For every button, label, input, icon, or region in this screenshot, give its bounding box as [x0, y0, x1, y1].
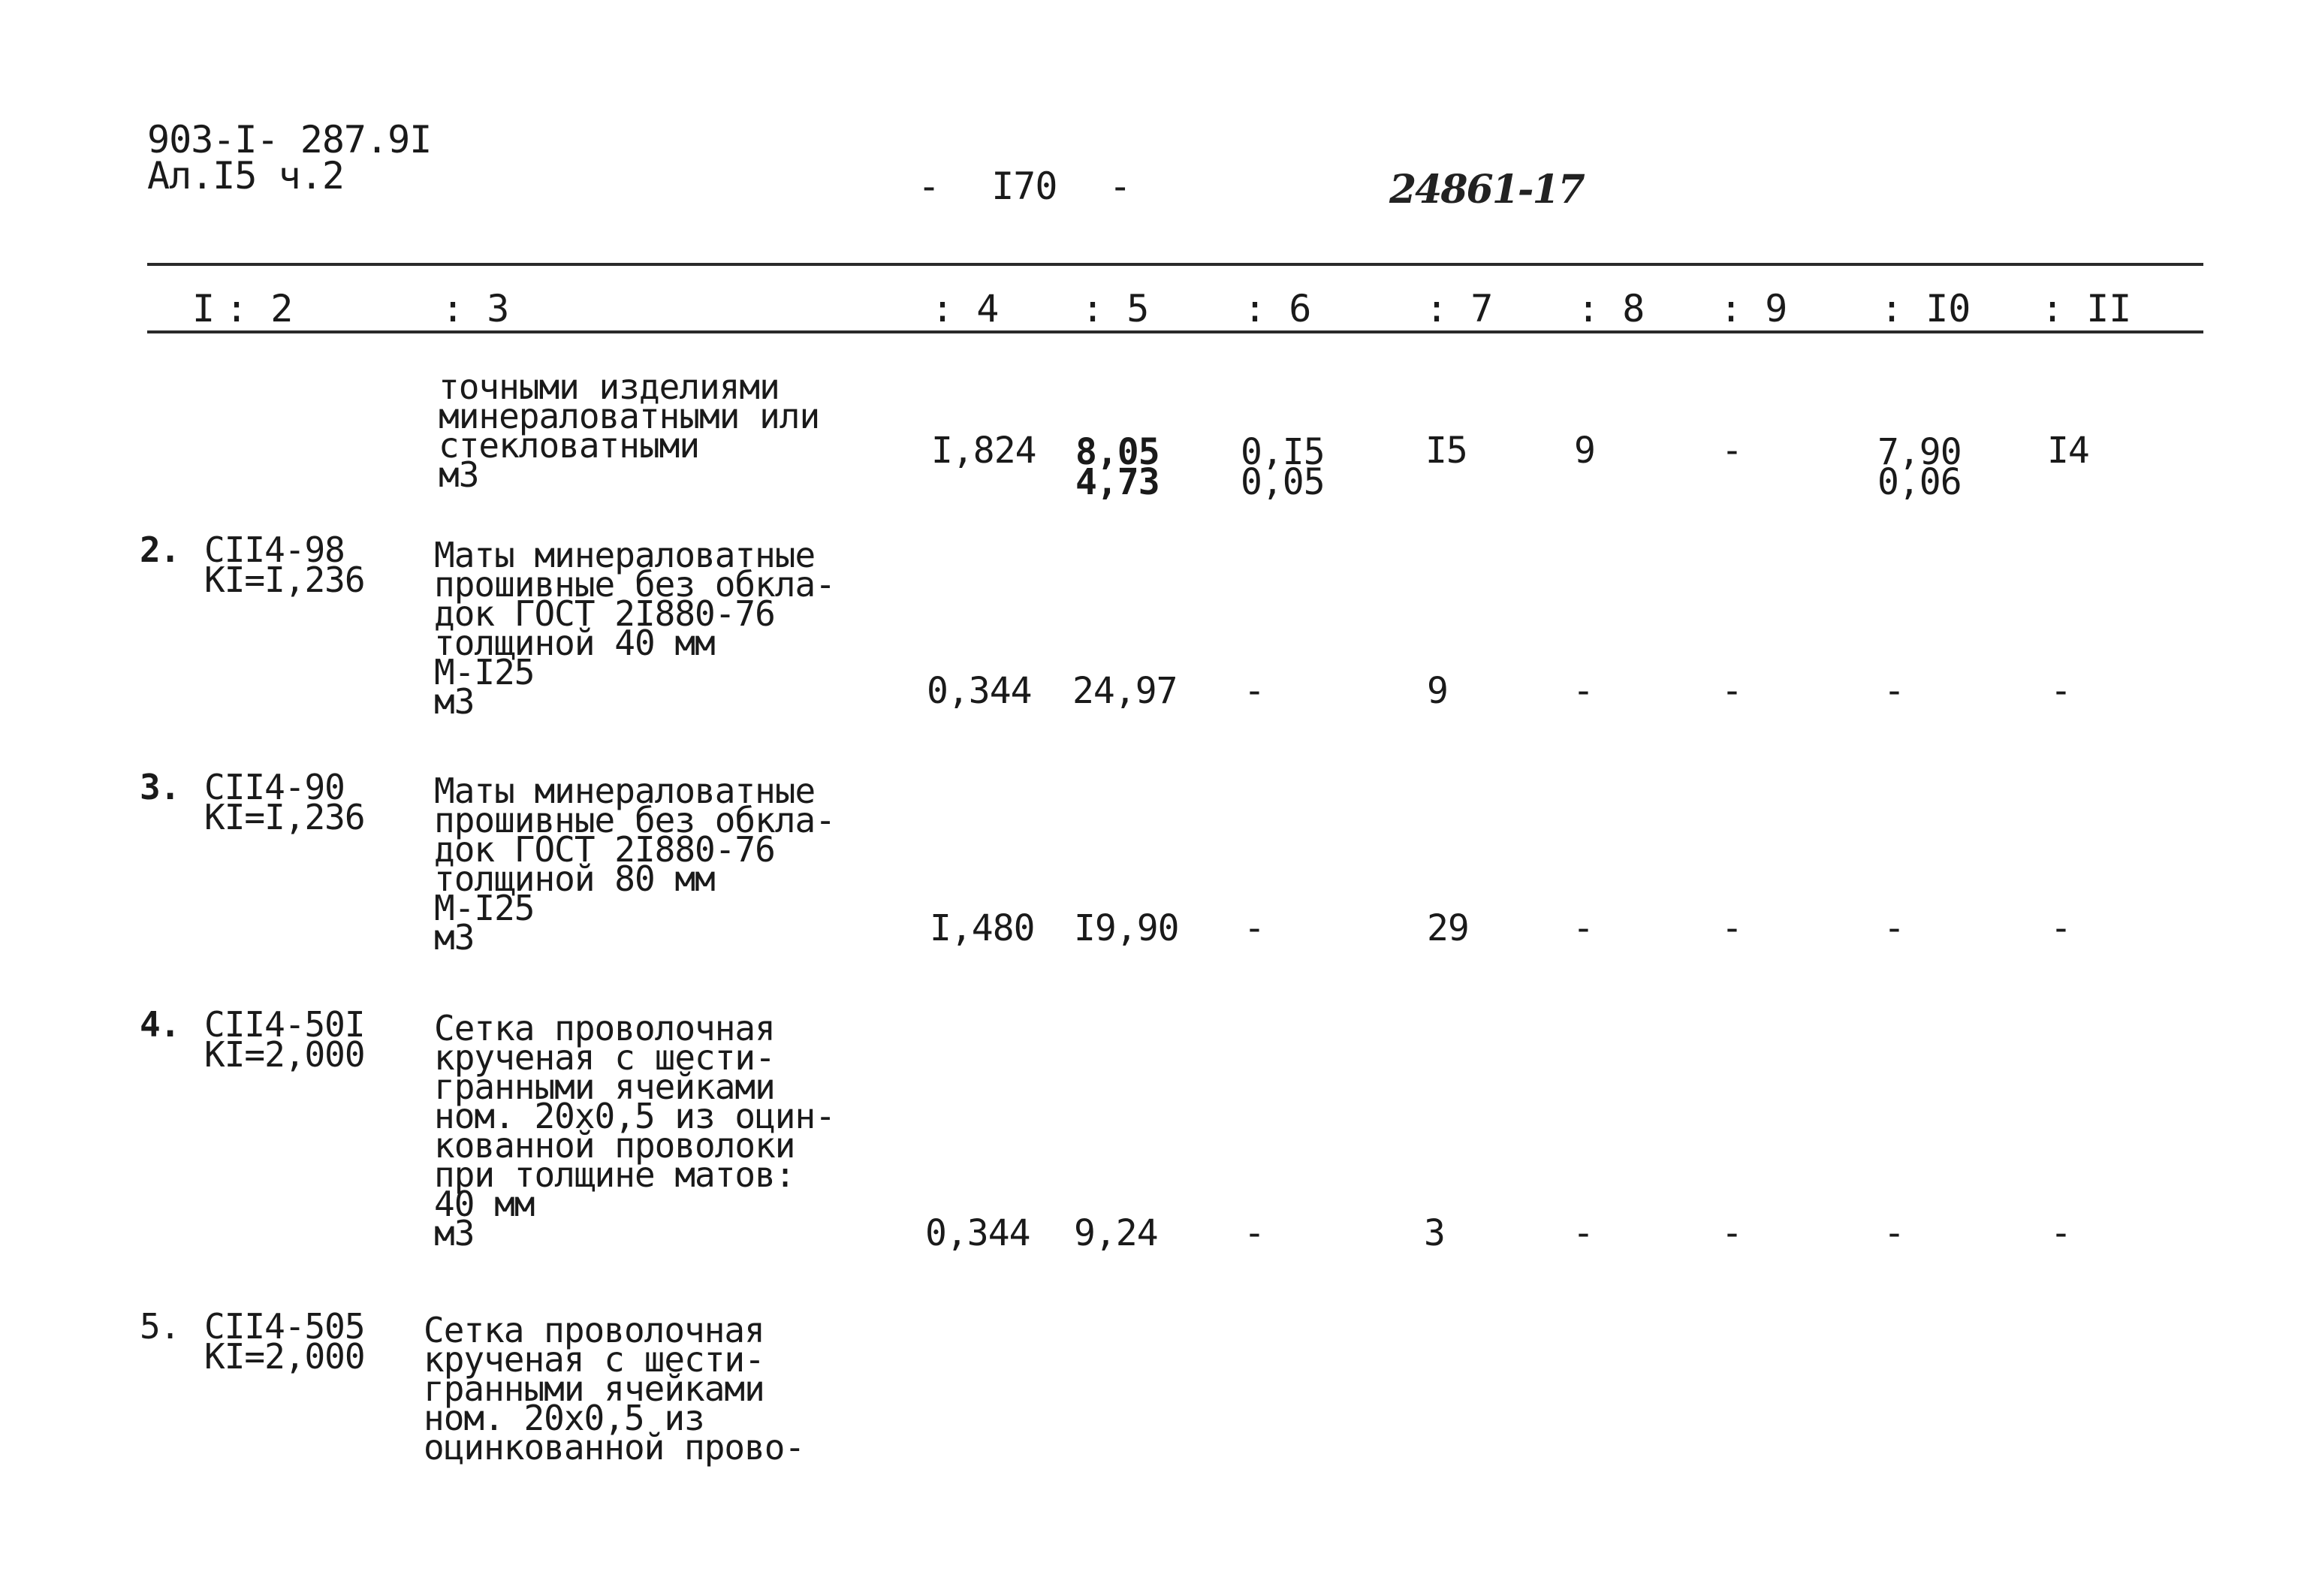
row-col10: -	[1883, 907, 1904, 949]
col-header-6: : 6	[1244, 287, 1312, 330]
row-number: 3.	[140, 767, 180, 807]
row-number: 5.	[140, 1306, 180, 1347]
row-col11: I4	[2047, 430, 2089, 472]
row-col7: I5	[1425, 430, 1467, 472]
row-col10: -	[1883, 1212, 1904, 1254]
row-col9: -	[1721, 907, 1742, 949]
row-col5: 9,24	[1074, 1212, 1158, 1254]
album-label: Ал.I5 ч.2	[147, 154, 344, 198]
col-header-8: : 8	[1577, 287, 1645, 330]
row-col8: -	[1573, 907, 1594, 949]
row-code: CII4-505 KI=2,000	[204, 1306, 365, 1377]
header-rule-bottom	[147, 330, 2203, 333]
page-number: - I70 -	[918, 164, 1131, 208]
row-code: CII4-90 KI=I,236	[204, 767, 365, 837]
row-number: 2.	[140, 529, 180, 570]
row-code: CII4-50I KI=2,000	[204, 1004, 365, 1075]
row-description: Сетка проволочная крученая с шести- гранными ячейками ном. 20x0,5 из оцинкованной прово-	[424, 1310, 805, 1468]
row-col5: I9,90	[1074, 907, 1179, 949]
row-quantity: I,480	[930, 907, 1035, 949]
row-col11: -	[2050, 670, 2071, 712]
row-col8: -	[1573, 670, 1594, 712]
col-header-4: : 4	[931, 287, 1000, 330]
row-col11: -	[2050, 1212, 2071, 1254]
row-col6: -	[1244, 670, 1265, 712]
row-description: точными изделиями минераловатными или стекловатными м3	[439, 367, 820, 495]
row-col7: 29	[1427, 907, 1469, 949]
row-col6: 0,I5 0,05	[1241, 431, 1325, 503]
row-code: CII4-98 KI=I,236	[204, 529, 365, 600]
row-col10: 7,90 0,06	[1877, 431, 1962, 503]
row-quantity: 0,344	[927, 670, 1032, 712]
row-col8: 9	[1574, 430, 1595, 472]
row-number: 4.	[140, 1004, 180, 1045]
col-header-7: : 7	[1425, 287, 1494, 330]
col-header-11: : II	[2041, 287, 2132, 330]
col-header-3: : 3	[442, 287, 510, 330]
row-col9: -	[1721, 670, 1742, 712]
col-header-9: : 9	[1720, 287, 1788, 330]
row-col6: -	[1244, 1212, 1265, 1254]
row-col7: 9	[1427, 670, 1448, 712]
row-col9: -	[1721, 430, 1742, 472]
col-header-1: I	[192, 287, 216, 330]
row-col5: 24,97	[1072, 670, 1178, 712]
row-col8: -	[1573, 1212, 1594, 1254]
row-col11: -	[2050, 907, 2071, 949]
row-quantity: 0,344	[925, 1212, 1030, 1254]
col-header-5: : 5	[1081, 287, 1150, 330]
row-col5: 8,05 4,73	[1075, 431, 1160, 503]
col-header-10: : I0	[1880, 287, 1971, 330]
row-description: Сетка проволочная крученая с шести- гранными ячейками ном. 20x0,5 из оцин- кованной проволоки при толщине матов: 40 мм м3	[434, 1008, 835, 1254]
row-description: Маты минераловатные прошивные без обкла- док ГОСТ 2I880-76 толщиной 40 мм М-I25 м3	[434, 535, 835, 722]
row-quantity: I,824	[931, 430, 1036, 472]
row-col10: -	[1883, 670, 1904, 712]
archive-number: 24861-17	[1389, 167, 1584, 213]
row-description: Маты минераловатные прошивные без обкла- док ГОСТ 2I880-76 толщиной 80 мм М-I25 м3	[434, 771, 835, 958]
row-col6: -	[1244, 907, 1265, 949]
header-rule-top	[147, 263, 2203, 266]
doc-code: 903-I- 287.9I	[147, 118, 432, 161]
row-col9: -	[1721, 1212, 1742, 1254]
row-col7: 3	[1424, 1212, 1445, 1254]
col-header-2: : 2	[225, 287, 294, 330]
